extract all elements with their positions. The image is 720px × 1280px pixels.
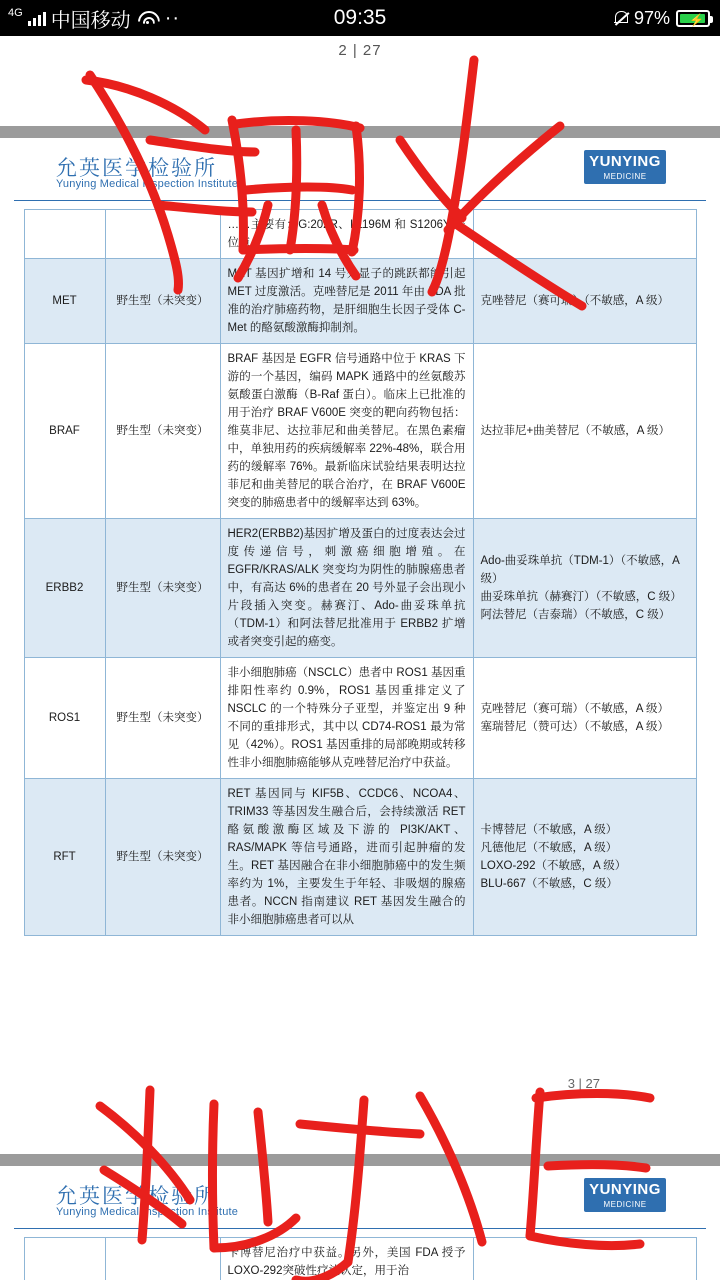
battery-icon <box>676 10 710 27</box>
cell-status <box>105 210 220 259</box>
cell-drug: 达拉菲尼+曲美替尼（不敏感，A 级） <box>473 344 696 519</box>
cell-description: HER2(ERBB2)基因扩增及蛋白的过度表达会过度传递信号，刺激癌细胞增殖。在 EGFR/KRAS/ALK 突变均为阴性的肺腺癌患者中，有高达 6%的患者在 20 号外显子会出现小片段插入突变。赫赛汀、Ado-曲妥珠单抗（TDM-1）和阿法替尼批准用于 ERBB2 扩增或者突变引起的癌变。 <box>220 519 473 658</box>
logo-text-secondary: MEDICINE <box>603 1200 647 1209</box>
letterhead <box>14 1166 706 1229</box>
logo-text-primary: YUNYING <box>589 153 661 170</box>
institute-name-en: Yunying Medical Inspection Institute <box>56 178 239 190</box>
cell-status: 野生型（未突变） <box>105 344 220 519</box>
cell-drug <box>473 210 696 259</box>
table-row <box>24 259 696 344</box>
cell-drug: Ado-曲妥珠单抗（TDM-1）（不敏感，A 级） 曲妥珠单抗（赫赛汀）（不敏感，C 级） 阿法替尼（吉泰瑞）（不敏感，C 级） <box>473 519 696 658</box>
clock-label: 09:35 <box>333 6 387 29</box>
more-dots-icon: ·· <box>164 6 181 29</box>
cell-drug: 卡博替尼（不敏感，A 级） 凡德他尼（不敏感，A 级） LOXO-292（不敏感，A 级） BLU-667（不敏感，C 级） <box>473 779 696 936</box>
logo-text-primary: YUNYING <box>589 1181 661 1198</box>
cell-gene <box>24 210 105 259</box>
institute-name-cn: 允英医学检验所 <box>56 1185 217 1208</box>
document-page <box>0 138 720 1154</box>
status-bar <box>0 0 720 36</box>
page-separator <box>0 1154 720 1166</box>
table-row <box>24 1238 696 1280</box>
bottom-page-indicator: 3 | 27 <box>567 1076 600 1091</box>
cell-drug <box>473 1238 696 1280</box>
table-row <box>24 519 696 658</box>
cell-gene: BRAF <box>24 344 105 519</box>
gene-report-body <box>24 210 696 936</box>
cell-status: 野生型（未突变） <box>105 519 220 658</box>
carrier-label: 中国移动 <box>50 9 131 32</box>
table-row <box>24 344 696 519</box>
cell-description: MET 基因扩增和 14 号外显子的跳跃都能引起 MET 过度激活。克唑替尼是 2011 年由 FDA 批准的治疗肺癌药物，是肝细胞生长因子受体 C-Met 的酪氨酸激酶抑制剂。 <box>220 259 473 344</box>
page-indicator: 2 | 27 <box>338 42 382 59</box>
cell-description: BRAF 基因是 EGFR 信号通路中位于 KRAS 下游的一个基因，编码 MAPK 通路中的丝氨酸苏氨酸蛋白激酶（B-Raf 蛋白）。临床上已批准的用于治疗 BRAF V600E 突变的靶向药物包括：维莫非尼、达拉菲尼和曲美替尼。在黑色素瘤中，单独用药的疾病缓解率 22%-48%，联合用药的缓解率 76%。最新临床试验结果表明达拉菲尼和曲美替尼的联合治疗，在 BRAF V600E 突变的肺癌患者中的缓解率达到 63%。 <box>220 344 473 519</box>
cell-description: 非小细胞肺癌（NSCLC）患者中 ROS1 基因重排阳性率约 0.9%，ROS1 基因重排定义了 NSCLC 的一个特殊分子亚型，并鉴定出 9 种不同的重排形式，其中以 CD74-ROS1 最为常见（42%）。ROS1 基因重排的局部晚期或转移性非小细胞肺癌能够从克唑替尼治疗中获益。 <box>220 658 473 779</box>
letterhead <box>14 138 706 201</box>
cell-drug: 克唑替尼（赛可瑞）（不敏感，A 级） 塞瑞替尼（赞可达）（不敏感，A 级） <box>473 658 696 779</box>
gene-report-table <box>24 209 697 936</box>
table-row <box>24 210 696 259</box>
lightning-bolt-icon: ⚡ <box>689 12 704 27</box>
network-type-label: 4G <box>8 7 23 19</box>
document-viewer[interactable] <box>0 36 720 1280</box>
cell-description: ……主要有：G:202R、L1196M 和 S1206Y 等位点。 <box>220 210 473 259</box>
yunying-logo <box>584 150 666 184</box>
table-row <box>24 779 696 936</box>
cell-gene: MET <box>24 259 105 344</box>
gene-report-table-continued <box>24 1237 697 1280</box>
cell-status <box>105 1238 220 1280</box>
cell-gene <box>24 1238 105 1280</box>
institute-name-cn: 允英医学检验所 <box>56 157 217 180</box>
cell-status: 野生型（未突变） <box>105 658 220 779</box>
logo-text-secondary: MEDICINE <box>603 172 647 181</box>
cell-gene: ERBB2 <box>24 519 105 658</box>
cell-status: 野生型（未突变） <box>105 259 220 344</box>
cell-drug: 克唑替尼（赛可瑞）（不敏感，A 级） <box>473 259 696 344</box>
yunying-logo <box>584 1178 666 1212</box>
bell-slash-icon <box>614 10 628 26</box>
battery-percent-label: 97% <box>633 7 670 28</box>
institute-name-en: Yunying Medical Inspection Institute <box>56 1206 239 1218</box>
cell-description: 卡博替尼治疗中获益。另外，美国 FDA 授予 LOXO-292突破性疗法认定，用于治 <box>220 1238 473 1280</box>
cell-gene: ROS1 <box>24 658 105 779</box>
table-row <box>24 658 696 779</box>
cell-description: RET 基因同与 KIF5B、CCDC6、NCOA4、TRIM33 等基因发生融合后，会持续激活 RET 酪氨酸激酶区域及下游的 PI3K/AKT、RAS/MAPK 等信号通路，进而引起肿瘤的发生。RET 基因融合在非小细胞肺癌中的发生频率约为 1%，主要发生于年轻、非吸烟的腺癌患者。NCCN 指南建议 RET 基因发生融合的非小细胞肺癌患者可以从 <box>220 779 473 936</box>
document-page <box>0 1166 720 1280</box>
page-separator <box>0 126 720 138</box>
cell-gene: RFT <box>24 779 105 936</box>
cell-status: 野生型（未突变） <box>105 779 220 936</box>
